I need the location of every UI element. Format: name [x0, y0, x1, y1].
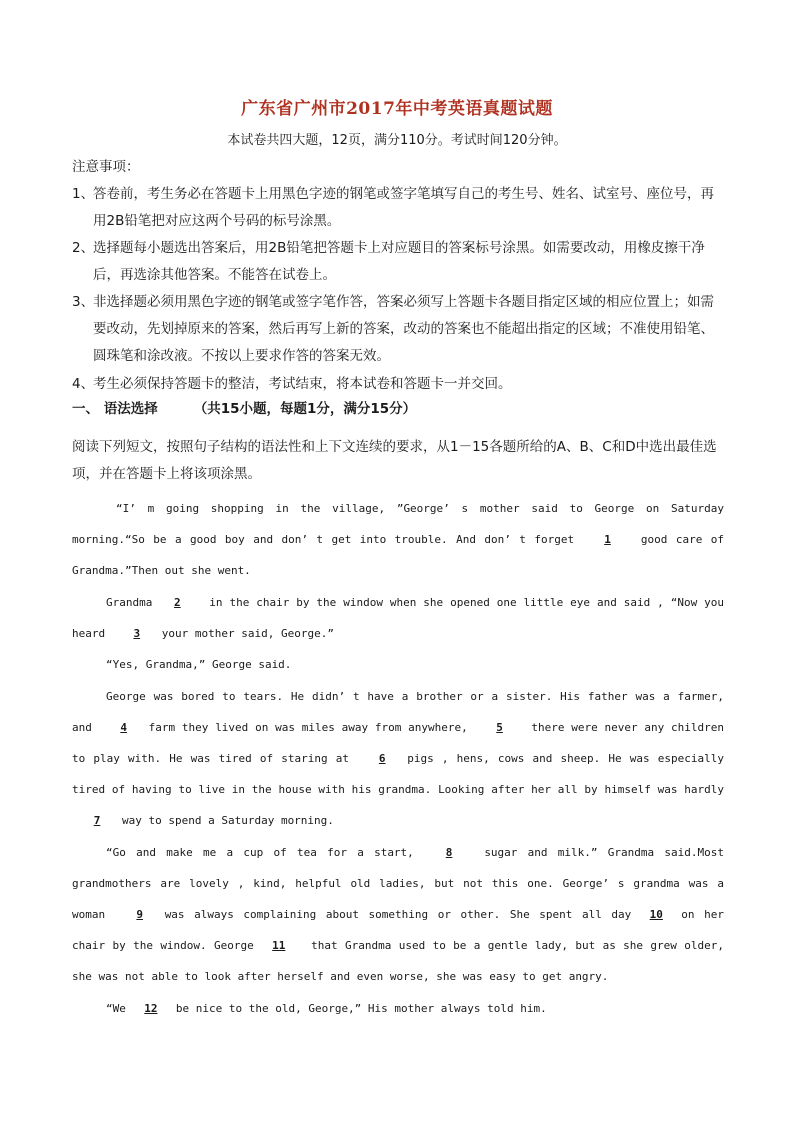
answer-blank-7: 7	[93, 814, 101, 827]
note-number: 3、	[72, 294, 95, 310]
passage-text: George was bored to tears. He didn’ t have a brother or a sister. His father was a farmer, and	[72, 690, 731, 734]
exam-title: 广东省广州市2017年中考英语真题试题	[241, 99, 553, 119]
passage-paragraph-1	[72, 493, 731, 586]
note-text: 考生必须保持答题卡的整洁，考试结束，将本试卷和答题卡一并交回。	[93, 376, 512, 392]
passage-paragraph-2	[72, 587, 731, 649]
answer-blank-10: 10	[649, 908, 663, 921]
section-heading	[72, 397, 416, 417]
passage-text: way to spend a Saturday morning.	[122, 814, 334, 827]
answer-blank-3: 3	[133, 627, 141, 640]
answer-blank-5: 5	[496, 721, 503, 734]
passage-text: pigs , hens, cows and sheep. He was especially tired of having to live in the house with his grandma. Looking after her all by himself was hardly	[72, 752, 731, 796]
answer-blank-12: 12	[144, 1002, 158, 1015]
passage-text: farm they lived on was miles away from anywhere,	[148, 721, 475, 734]
passage-text: was always complaining about something or other. She spent all day	[164, 908, 632, 921]
answer-blank-8: 8	[445, 846, 453, 859]
section-points: （共15小题，每题1分，满分15分）	[193, 401, 417, 417]
note-item-1	[72, 181, 724, 235]
answer-blank-2: 2	[174, 596, 181, 609]
note-number: 4、	[72, 376, 95, 392]
passage-text: “Go and make me a cup of tea for a start,	[106, 846, 425, 859]
passage-paragraph-5	[72, 837, 731, 992]
passage-paragraph-6	[72, 993, 724, 1024]
passage-text: “I’ m going shopping in the village, ”George’ s mother said to George on Saturday morning.“So be a good boy and don’ t get into trouble. And don’ t forget	[72, 502, 731, 546]
note-number: 1、	[72, 186, 95, 202]
passage-text: Grandma	[106, 596, 153, 609]
passage-text: good care of Grandma.”Then out she went.	[72, 533, 731, 577]
passage-text: in the chair by the window when she opened one little eye and said , “Now you heard	[72, 596, 731, 640]
note-item-2	[72, 235, 724, 289]
section-title: 一、 语法选择	[72, 401, 158, 417]
note-item-3	[72, 289, 724, 370]
passage-paragraph-4	[72, 681, 731, 836]
passage-text: your mother said, George.”	[161, 627, 334, 640]
note-item-4	[72, 371, 724, 398]
answer-blank-6: 6	[378, 752, 386, 765]
passage-paragraph-3	[72, 649, 724, 680]
answer-blank-4: 4	[120, 721, 127, 734]
passage-text: “Yes, Grandma,” George said.	[106, 658, 292, 671]
note-text: 选择题每小题选出答案后，用2B铅笔把答题卡上对应题目的答案标号涂黑。如需要改动，用橡皮擦干净后，再选涂其他答案。不能答在试卷上。	[93, 240, 705, 283]
passage-text: on her chair by the window. George	[72, 908, 731, 952]
passage-text: there were never any children to play with. He was tired of staring at	[72, 721, 731, 765]
notes-label: 注意事项：	[72, 159, 140, 175]
exam-subtitle: 本试卷共四大题，12页，满分110分。考试时间120分钟。	[227, 133, 567, 148]
passage-text: that Grandma used to be a gentle lady, but as she grew older, she was not able to look after herself and even worse, she was easy to get angry.	[72, 939, 731, 983]
answer-blank-11: 11	[272, 939, 286, 952]
note-text: 非选择题必须用黑色字迹的钢笔或签字笔作答，答案必须写上答题卡各题目指定区域的相应位置上；如需要改动，先划掉原来的答案，然后再写上新的答案，改动的答案也不能超出指定的区域；不准使用铅笔、圆珠笔和涂改液。不按以上要求作答的答案无效。	[93, 294, 714, 364]
note-number: 2、	[72, 240, 95, 256]
passage-text: be nice to the old, George,” His mother always told him.	[175, 1002, 547, 1015]
passage-text: sugar and milk.” Grandma said.Most grandmothers are lovely , kind, helpful old ladies, but not this one. George’ s grandma was a woman	[72, 846, 731, 921]
section-instruction: 阅读下列短文，按照句子结构的语法性和上下文连续的要求，从1－15各题所给的A、B、C和D中选出最佳选项，并在答题卡上将该项涂黑。	[72, 439, 717, 482]
note-text: 答卷前，考生务必在答题卡上用黑色字迹的钢笔或签字笔填写自己的考生号、姓名、试室号、座位号，再用2B铅笔把对应这两个号码的标号涂黑。	[93, 186, 714, 229]
answer-blank-9: 9	[136, 908, 143, 921]
answer-blank-1: 1	[604, 533, 611, 546]
passage-text: “We	[106, 1002, 126, 1015]
